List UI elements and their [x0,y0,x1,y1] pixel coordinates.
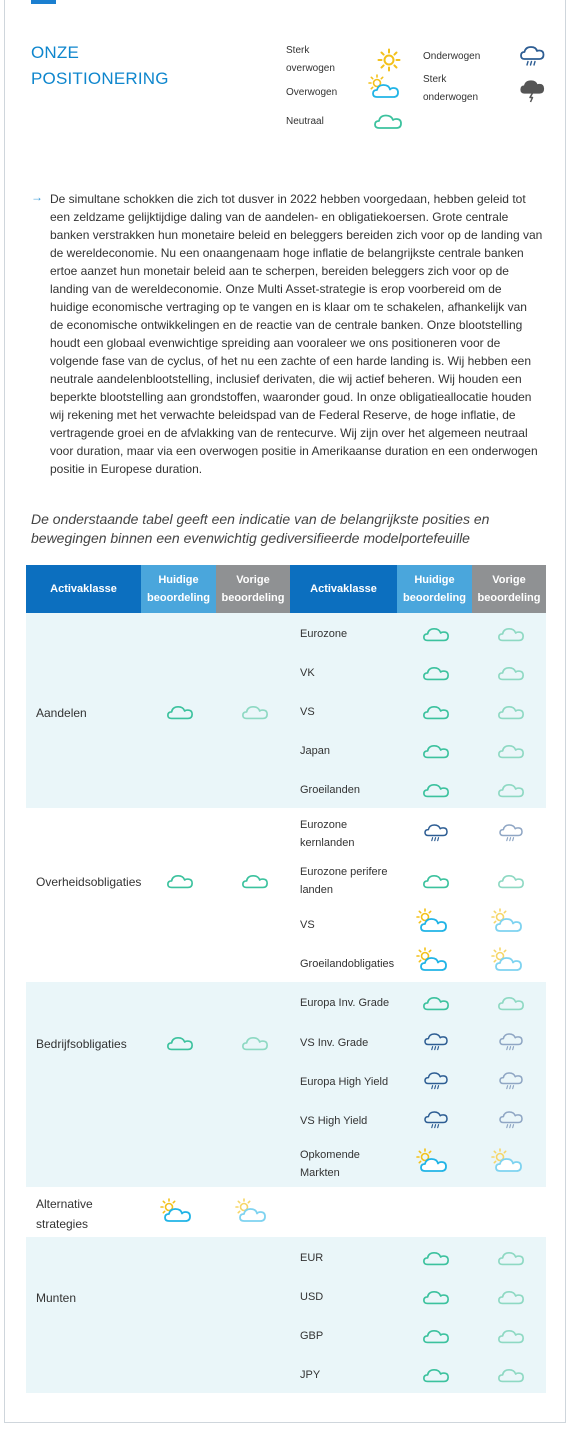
rain-cloud-icon [497,1070,525,1092]
row-label: EUR [300,1252,324,1264]
row-label: VK [300,667,315,679]
rain-cloud-icon [422,822,450,844]
row-text: kernlanden [300,837,355,849]
legend-sterk-onderwogen [423,71,478,107]
legend-neutraal: Neutraal [286,116,324,127]
sun-cloud-icon [416,908,450,934]
cloud-icon [422,1324,450,1346]
sun-cloud-icon [235,1198,269,1224]
sun-cloud-icon [491,908,525,934]
sun-cloud-icon [491,947,525,973]
category-munten: Munten [36,1291,77,1305]
legend-label: Sterk [423,74,447,85]
header-text: Vorige [492,574,526,586]
sun-cloud-icon [368,74,402,100]
row-label: Japan [300,745,330,757]
storm-cloud-icon [519,78,545,104]
category-alternative-strategies [36,1194,93,1234]
cloud-icon [241,1031,269,1053]
cloud-icon [166,1031,194,1053]
intro-paragraph: De simultane schokken die zich tot dusver in 2022 hebben voorgedaan, hebben geleid tot een zeldzame gelijktijdige daling van de aandelen- en obligatiekoersen. Grote centrale banken verstrakken hun monetaire beleid en beleggers bereiden zich voor op de landing van de wereldeconomie. Nu een onaangenaam hoge inflatie de belangrijkste centrale banken ertoe aanzet hun monetair beleid aan te scherpen, bereiden beleggers zich voor op de landing van de wereldeconomie. Onze Multi Asset-strategie is erop voorbereid om de huidige economische vertraging op te vangen en is klaar om te schakelen, afhankelijk van de economische ontwikkelingen en de reactie van de centrale banken. Onze blootstelling houdt een globaal evenwichtige spreiding aan vooraleer we ons positioneren voor de volgende fase van de cyclus, of het nu een zachte of een harde landing is. Wij hebben een neutrale aandelenblootstelling, inclusief derivaten, die wij actief beheren. Wij houden een beperkte blootstelling aan grondstoffen, waaronder goud. In onze obligatieallocatie houden wij rekening met het verwachte beleidspad van de Federal Reserve, de hoge inflatie, de vertragende groei en de afvlakking van de rentecurve. Wij zijn over het algemeen neutraal voor duration, maar via een overwogen positie in Amerikaanse duration en een onderwogen positie in Europese duration. [50,192,543,476]
row-label [300,863,387,899]
header-activaklasse-2: Activaklasse [290,565,397,613]
rain-cloud-icon [497,822,525,844]
legend-label: onderwogen [423,92,479,103]
legend-sterk-overwogen [286,42,335,78]
cloud-icon [373,109,403,131]
legend-onderwogen: Onderwogen [423,51,481,62]
row-label: Europa Inv. Grade [300,997,390,1009]
legend-label: Sterk [286,45,310,56]
cloud-icon [422,1285,450,1307]
cloud-icon [497,1363,525,1385]
row-label: VS [300,919,315,931]
category-overheidsobligaties: Overheidsobligaties [36,875,142,889]
cloud-icon [497,1246,525,1268]
row-label: Groeilanden [300,784,360,796]
category-aandelen: Aandelen [36,706,87,720]
row-label: Europa High Yield [300,1076,389,1088]
row-label: Eurozone [300,628,348,640]
row-label: VS Inv. Grade [300,1037,369,1049]
cloud-icon [166,700,194,722]
sun-icon [377,48,401,72]
cloud-icon [166,869,194,891]
row-text: Eurozone perifere [300,866,388,878]
header-text: beoordeling [403,592,466,604]
header-text: Vorige [236,574,270,586]
cloud-icon [497,1324,525,1346]
row-label: Groeilandobligaties [300,958,395,970]
rain-cloud-icon [422,1070,450,1092]
legend-label: overwogen [286,63,335,74]
band-munten [26,1237,546,1393]
category-text: strategies [36,1217,89,1231]
cloud-icon [422,1246,450,1268]
sun-cloud-icon [416,947,450,973]
cloud-icon [497,1285,525,1307]
cloud-icon [497,661,525,683]
cloud-icon [422,622,450,644]
cloud-icon [422,991,450,1013]
cloud-icon [422,778,450,800]
band-aandelen [26,613,546,808]
sun-cloud-icon [160,1198,194,1224]
title-line-1: ONZE [31,43,80,62]
rain-cloud-icon [497,1031,525,1053]
cloud-icon [422,661,450,683]
row-label: GBP [300,1330,324,1342]
rain-cloud-icon [422,1031,450,1053]
page-title [31,40,169,92]
header-text: Huidige [158,574,199,586]
header-text: beoordeling [477,592,541,604]
row-label: USD [300,1291,324,1303]
header-text: Huidige [414,574,455,586]
cloud-icon [241,700,269,722]
row-label [300,1146,360,1182]
band-bedrijfsobligaties [26,982,546,1187]
header-activaklasse-1: Activaklasse [26,565,141,613]
category-text: Alternative [36,1197,93,1211]
cloud-icon [497,778,525,800]
row-text: Opkomende [300,1149,360,1161]
row-label [300,816,354,852]
header-huidige-1 [141,565,216,613]
title-line-2: POSITIONERING [31,69,169,88]
cloud-icon [422,869,450,891]
cloud-icon [497,739,525,761]
row-label: JPY [300,1369,321,1381]
sun-cloud-icon [491,1148,525,1174]
row-text: landen [300,884,334,896]
header-text: beoordeling [147,592,210,604]
cloud-icon [241,869,269,891]
row-label: VS [300,706,315,718]
cloud-icon [422,700,450,722]
header-vorige-1 [216,565,290,613]
cloud-icon [422,739,450,761]
header-text: beoordeling [221,592,285,604]
row-text: Markten [300,1167,340,1179]
top-accent-bar [31,0,56,4]
cloud-icon [497,622,525,644]
header-vorige-2 [472,565,546,613]
table-caption: De onderstaande tabel geeft een indicatie van de belangrijkste posities en bewegingen binnen een evenwichtig gediversifieerde modelportefeuille [31,511,490,546]
header-huidige-2 [397,565,472,613]
rain-cloud-icon [422,1109,450,1131]
cloud-icon [422,1363,450,1385]
cloud-icon [497,991,525,1013]
rain-cloud-icon [497,1109,525,1131]
sun-cloud-icon [416,1148,450,1174]
legend-overwogen: Overwogen [286,87,338,98]
cloud-icon [497,869,525,891]
rain-cloud-icon [519,43,545,69]
category-bedrijfsobligaties: Bedrijfsobligaties [36,1037,127,1051]
arrow-icon: → [31,190,43,204]
row-text: Eurozone [300,819,348,831]
cloud-icon [497,700,525,722]
row-label: VS High Yield [300,1115,368,1127]
